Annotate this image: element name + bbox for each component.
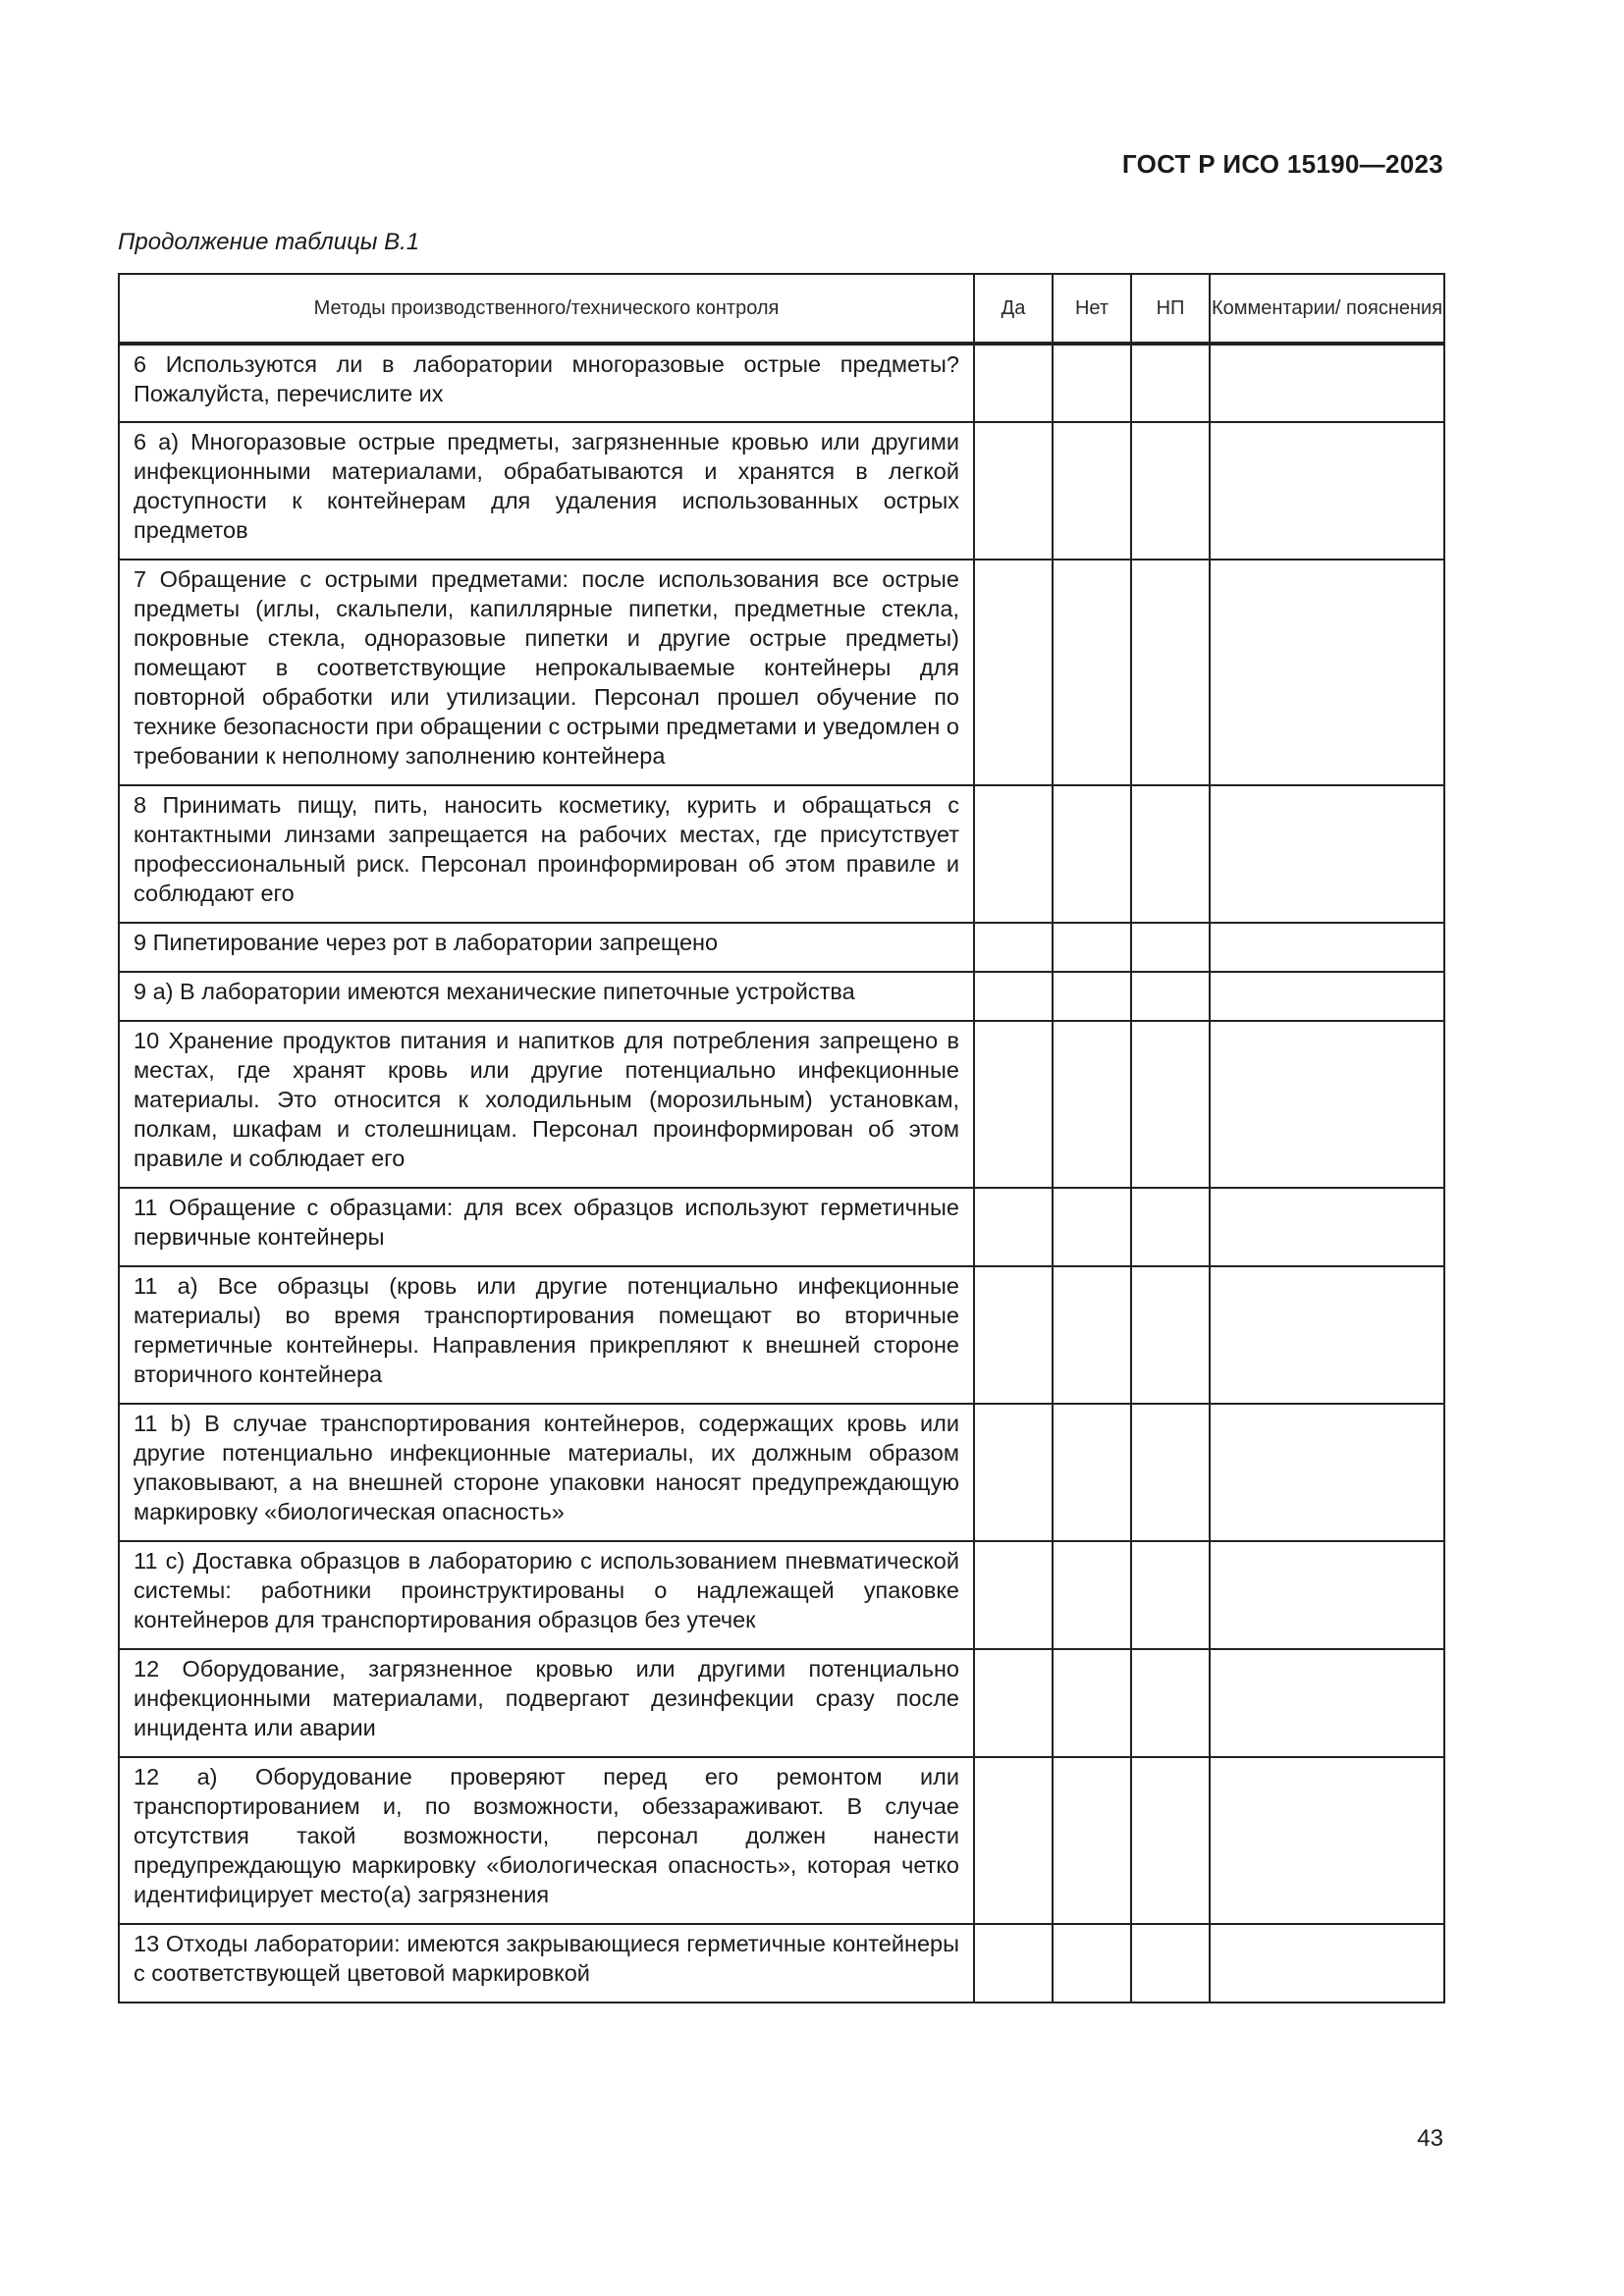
row-method-text	[119, 1188, 974, 1266]
table-row	[119, 785, 1444, 923]
yes-cell[interactable]	[974, 1649, 1053, 1757]
row-method-text	[119, 785, 974, 923]
row-method-label: 9 Пипетирование через рот в лаборатории запрещено	[134, 930, 719, 955]
comments-cell[interactable]	[1210, 422, 1444, 560]
row-method-text	[119, 1021, 974, 1188]
document-header-title: ГОСТ Р ИСО 15190—2023	[1121, 149, 1443, 179]
table-row	[119, 923, 1444, 972]
no-cell[interactable]	[1053, 1404, 1131, 1541]
row-method-label: 11 с) Доставка образцов в лабораторию с использованием пневматической системы: работники проинструктированы о надлежащей упаковке контейнеров для транспортирования образцов без утечек	[134, 1548, 959, 1632]
na-cell[interactable]	[1131, 560, 1210, 785]
yes-cell[interactable]	[974, 344, 1053, 422]
na-cell[interactable]	[1131, 923, 1210, 972]
row-method-label: 12 а) Оборудование проверяют перед его ремонтом или транспортированием и, по возможности, обеззараживают. В случае отсутствия такой возможности, персонал должен нанести предупреждающую маркировку «биологическая опасность», которая четко идентифицирует место(а) загрязнения	[134, 1764, 959, 1907]
na-cell[interactable]	[1131, 1188, 1210, 1266]
comments-cell[interactable]	[1210, 1757, 1444, 1924]
checklist-table	[118, 273, 1445, 2003]
row-method-label: 6 Используются ли в лаборатории многоразовые острые предметы? Пожалуйста, перечислите их	[134, 351, 959, 406]
no-cell[interactable]	[1053, 344, 1131, 422]
row-method-label: 8 Принимать пищу, пить, наносить косметику, курить и обращаться с контактными линзами запрещается на рабочих местах, где присутствует профессиональный риск. Персонал проинформирован об этом правиле и соблюдают его	[134, 792, 959, 906]
table-row	[119, 1757, 1444, 1924]
comments-cell[interactable]	[1210, 785, 1444, 923]
yes-cell[interactable]	[974, 1188, 1053, 1266]
comments-cell[interactable]	[1210, 1404, 1444, 1541]
na-cell[interactable]	[1131, 1266, 1210, 1404]
yes-cell[interactable]	[974, 1266, 1053, 1404]
row-method-label: 9 а) В лаборатории имеются механические пипеточные устройства	[134, 979, 855, 1004]
row-method-label: 7 Обращение с острыми предметами: после использования все острые предметы (иглы, скальпели, капиллярные пипетки, предметные стекла, покровные стекла, одноразовые пипетки и другие острые предметы) помещают в соответствующие непрокалываемые контейнеры для повторной обработки или утилизации. Персонал прошел обучение по технике безопасности при обращении с острыми предметами и уведомлен о требовании к неполному заполнению контейнера	[134, 566, 959, 769]
na-cell[interactable]	[1131, 344, 1210, 422]
comments-cell[interactable]	[1210, 1649, 1444, 1757]
table-row	[119, 1541, 1444, 1649]
row-method-text	[119, 923, 974, 972]
row-method-label: 13 Отходы лаборатории: имеются закрывающиеся герметичные контейнеры с соответствующей цветовой маркировкой	[134, 1931, 959, 1986]
no-cell[interactable]	[1053, 1924, 1131, 2002]
column-header-methods: Методы производственного/технического контроля	[119, 274, 974, 344]
row-method-label: 12 Оборудование, загрязненное кровью или другими потенциально инфекционными материалами, подвергают дезинфекции сразу после инцидента или аварии	[134, 1656, 959, 1740]
yes-cell[interactable]	[974, 923, 1053, 972]
na-cell[interactable]	[1131, 1021, 1210, 1188]
no-cell[interactable]	[1053, 785, 1131, 923]
row-method-label: 11 а) Все образцы (кровь или другие потенциально инфекционные материалы) во время транспортирования помещают во вторичные герметичные контейнеры. Направления прикрепляют к внешней стороне вторичного контейнера	[134, 1273, 959, 1387]
table-row	[119, 344, 1444, 422]
table-row	[119, 972, 1444, 1021]
no-cell[interactable]	[1053, 1649, 1131, 1757]
table-row	[119, 1266, 1444, 1404]
table-row	[119, 1021, 1444, 1188]
na-cell[interactable]	[1131, 785, 1210, 923]
row-method-text	[119, 1541, 974, 1649]
no-cell[interactable]	[1053, 972, 1131, 1021]
row-method-label: 11 Обращение с образцами: для всех образцов используют герметичные первичные контейнеры	[134, 1195, 959, 1250]
yes-cell[interactable]	[974, 785, 1053, 923]
yes-cell[interactable]	[974, 422, 1053, 560]
row-method-text	[119, 560, 974, 785]
yes-cell[interactable]	[974, 972, 1053, 1021]
table-row	[119, 422, 1444, 560]
no-cell[interactable]	[1053, 422, 1131, 560]
no-cell[interactable]	[1053, 1021, 1131, 1188]
row-method-text	[119, 972, 974, 1021]
no-cell[interactable]	[1053, 1266, 1131, 1404]
comments-cell[interactable]	[1210, 1021, 1444, 1188]
row-method-text	[119, 1266, 974, 1404]
comments-cell[interactable]	[1210, 1924, 1444, 2002]
comments-cell[interactable]	[1210, 923, 1444, 972]
column-header-no: Нет	[1053, 274, 1131, 344]
column-header-comments: Комментарии/ пояснения	[1210, 274, 1444, 344]
yes-cell[interactable]	[974, 560, 1053, 785]
comments-cell[interactable]	[1210, 972, 1444, 1021]
row-method-text	[119, 1404, 974, 1541]
na-cell[interactable]	[1131, 1404, 1210, 1541]
table-row	[119, 1649, 1444, 1757]
row-method-text	[119, 1757, 974, 1924]
na-cell[interactable]	[1131, 1924, 1210, 2002]
no-cell[interactable]	[1053, 1757, 1131, 1924]
comments-cell[interactable]	[1210, 1188, 1444, 1266]
comments-cell[interactable]	[1210, 1541, 1444, 1649]
table-row	[119, 1188, 1444, 1266]
table-row	[119, 1404, 1444, 1541]
table-row	[119, 560, 1444, 785]
comments-cell[interactable]	[1210, 344, 1444, 422]
na-cell[interactable]	[1131, 1757, 1210, 1924]
table-caption: Продолжение таблицы В.1	[118, 229, 420, 255]
row-method-text	[119, 344, 974, 422]
na-cell[interactable]	[1131, 972, 1210, 1021]
page-number: 43	[1417, 2125, 1443, 2152]
row-method-text	[119, 1924, 974, 2002]
no-cell[interactable]	[1053, 923, 1131, 972]
no-cell[interactable]	[1053, 560, 1131, 785]
yes-cell[interactable]	[974, 1541, 1053, 1649]
yes-cell[interactable]	[974, 1924, 1053, 2002]
table-row	[119, 1924, 1444, 2002]
row-method-label: 11 b) В случае транспортирования контейнеров, содержащих кровь или другие потенциально инфекционные материалы, их должным образом упаковывают, а на внешней стороне упаковки наносят предупреждающую маркировку «биологическая опасность»	[134, 1411, 959, 1524]
na-cell[interactable]	[1131, 422, 1210, 560]
row-method-label: 10 Хранение продуктов питания и напитков для потребления запрещено в местах, где хранят кровь или другие потенциально инфекционные материалы. Это относится к холодильным (морозильным) установкам, полкам, шкафам и столешницам. Персонал проинформирован об этом правиле и соблюдает его	[134, 1028, 959, 1171]
no-cell[interactable]	[1053, 1541, 1131, 1649]
comments-cell[interactable]	[1210, 1266, 1444, 1404]
comments-cell[interactable]	[1210, 560, 1444, 785]
table-header-row	[119, 274, 1444, 344]
yes-cell[interactable]	[974, 1404, 1053, 1541]
column-header-yes: Да	[974, 274, 1053, 344]
yes-cell[interactable]	[974, 1757, 1053, 1924]
row-method-label: 6 а) Многоразовые острые предметы, загрязненные кровью или другими инфекционными материалами, обрабатываются и хранятся в легкой доступности к контейнерам для удаления использованных острых предметов	[134, 429, 959, 543]
na-cell[interactable]	[1131, 1649, 1210, 1757]
yes-cell[interactable]	[974, 1021, 1053, 1188]
na-cell[interactable]	[1131, 1541, 1210, 1649]
row-method-text	[119, 422, 974, 560]
row-method-text	[119, 1649, 974, 1757]
column-header-na: НП	[1131, 274, 1210, 344]
no-cell[interactable]	[1053, 1188, 1131, 1266]
